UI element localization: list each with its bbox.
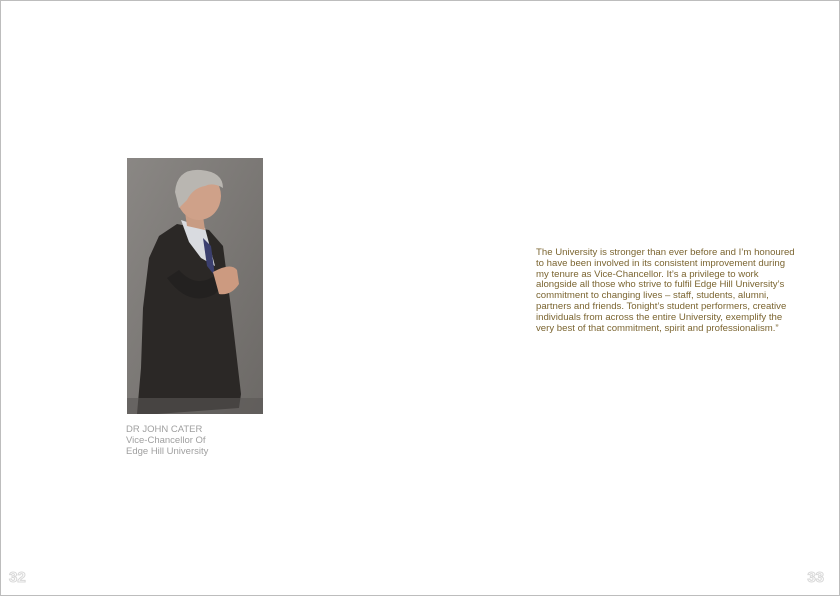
quote-line: commitment to changing lives – staff, students, alumni,	[536, 290, 769, 302]
page-number-left: 32	[9, 569, 26, 586]
quote-line: partners and friends. Tonight’s student performers, creative	[536, 300, 787, 312]
page-number-right: 33	[807, 569, 824, 586]
quote-line: alongside all those who strive to fulfil Edge Hill University’s	[536, 279, 785, 291]
quote-line: my tenure as Vice-Chancellor. It’s a privilege to work	[536, 268, 759, 280]
quote-line: very best of that commitment, spirit and professionalism.”	[536, 322, 779, 334]
quote-line: individuals from across the entire University, exemplify the	[536, 311, 783, 323]
caption-institution: Edge Hill University	[126, 446, 209, 457]
caption-title: Vice-Chancellor Of	[126, 435, 206, 446]
quote-line: to have been involved in its consistent improvement during	[536, 257, 786, 269]
portrait-photo	[127, 158, 263, 414]
quote-text	[536, 248, 816, 334]
caption-name: DR JOHN CATER	[126, 424, 203, 435]
photo-caption	[126, 424, 326, 457]
quote-line: The University is stronger than ever before and I’m honoured	[536, 247, 795, 258]
